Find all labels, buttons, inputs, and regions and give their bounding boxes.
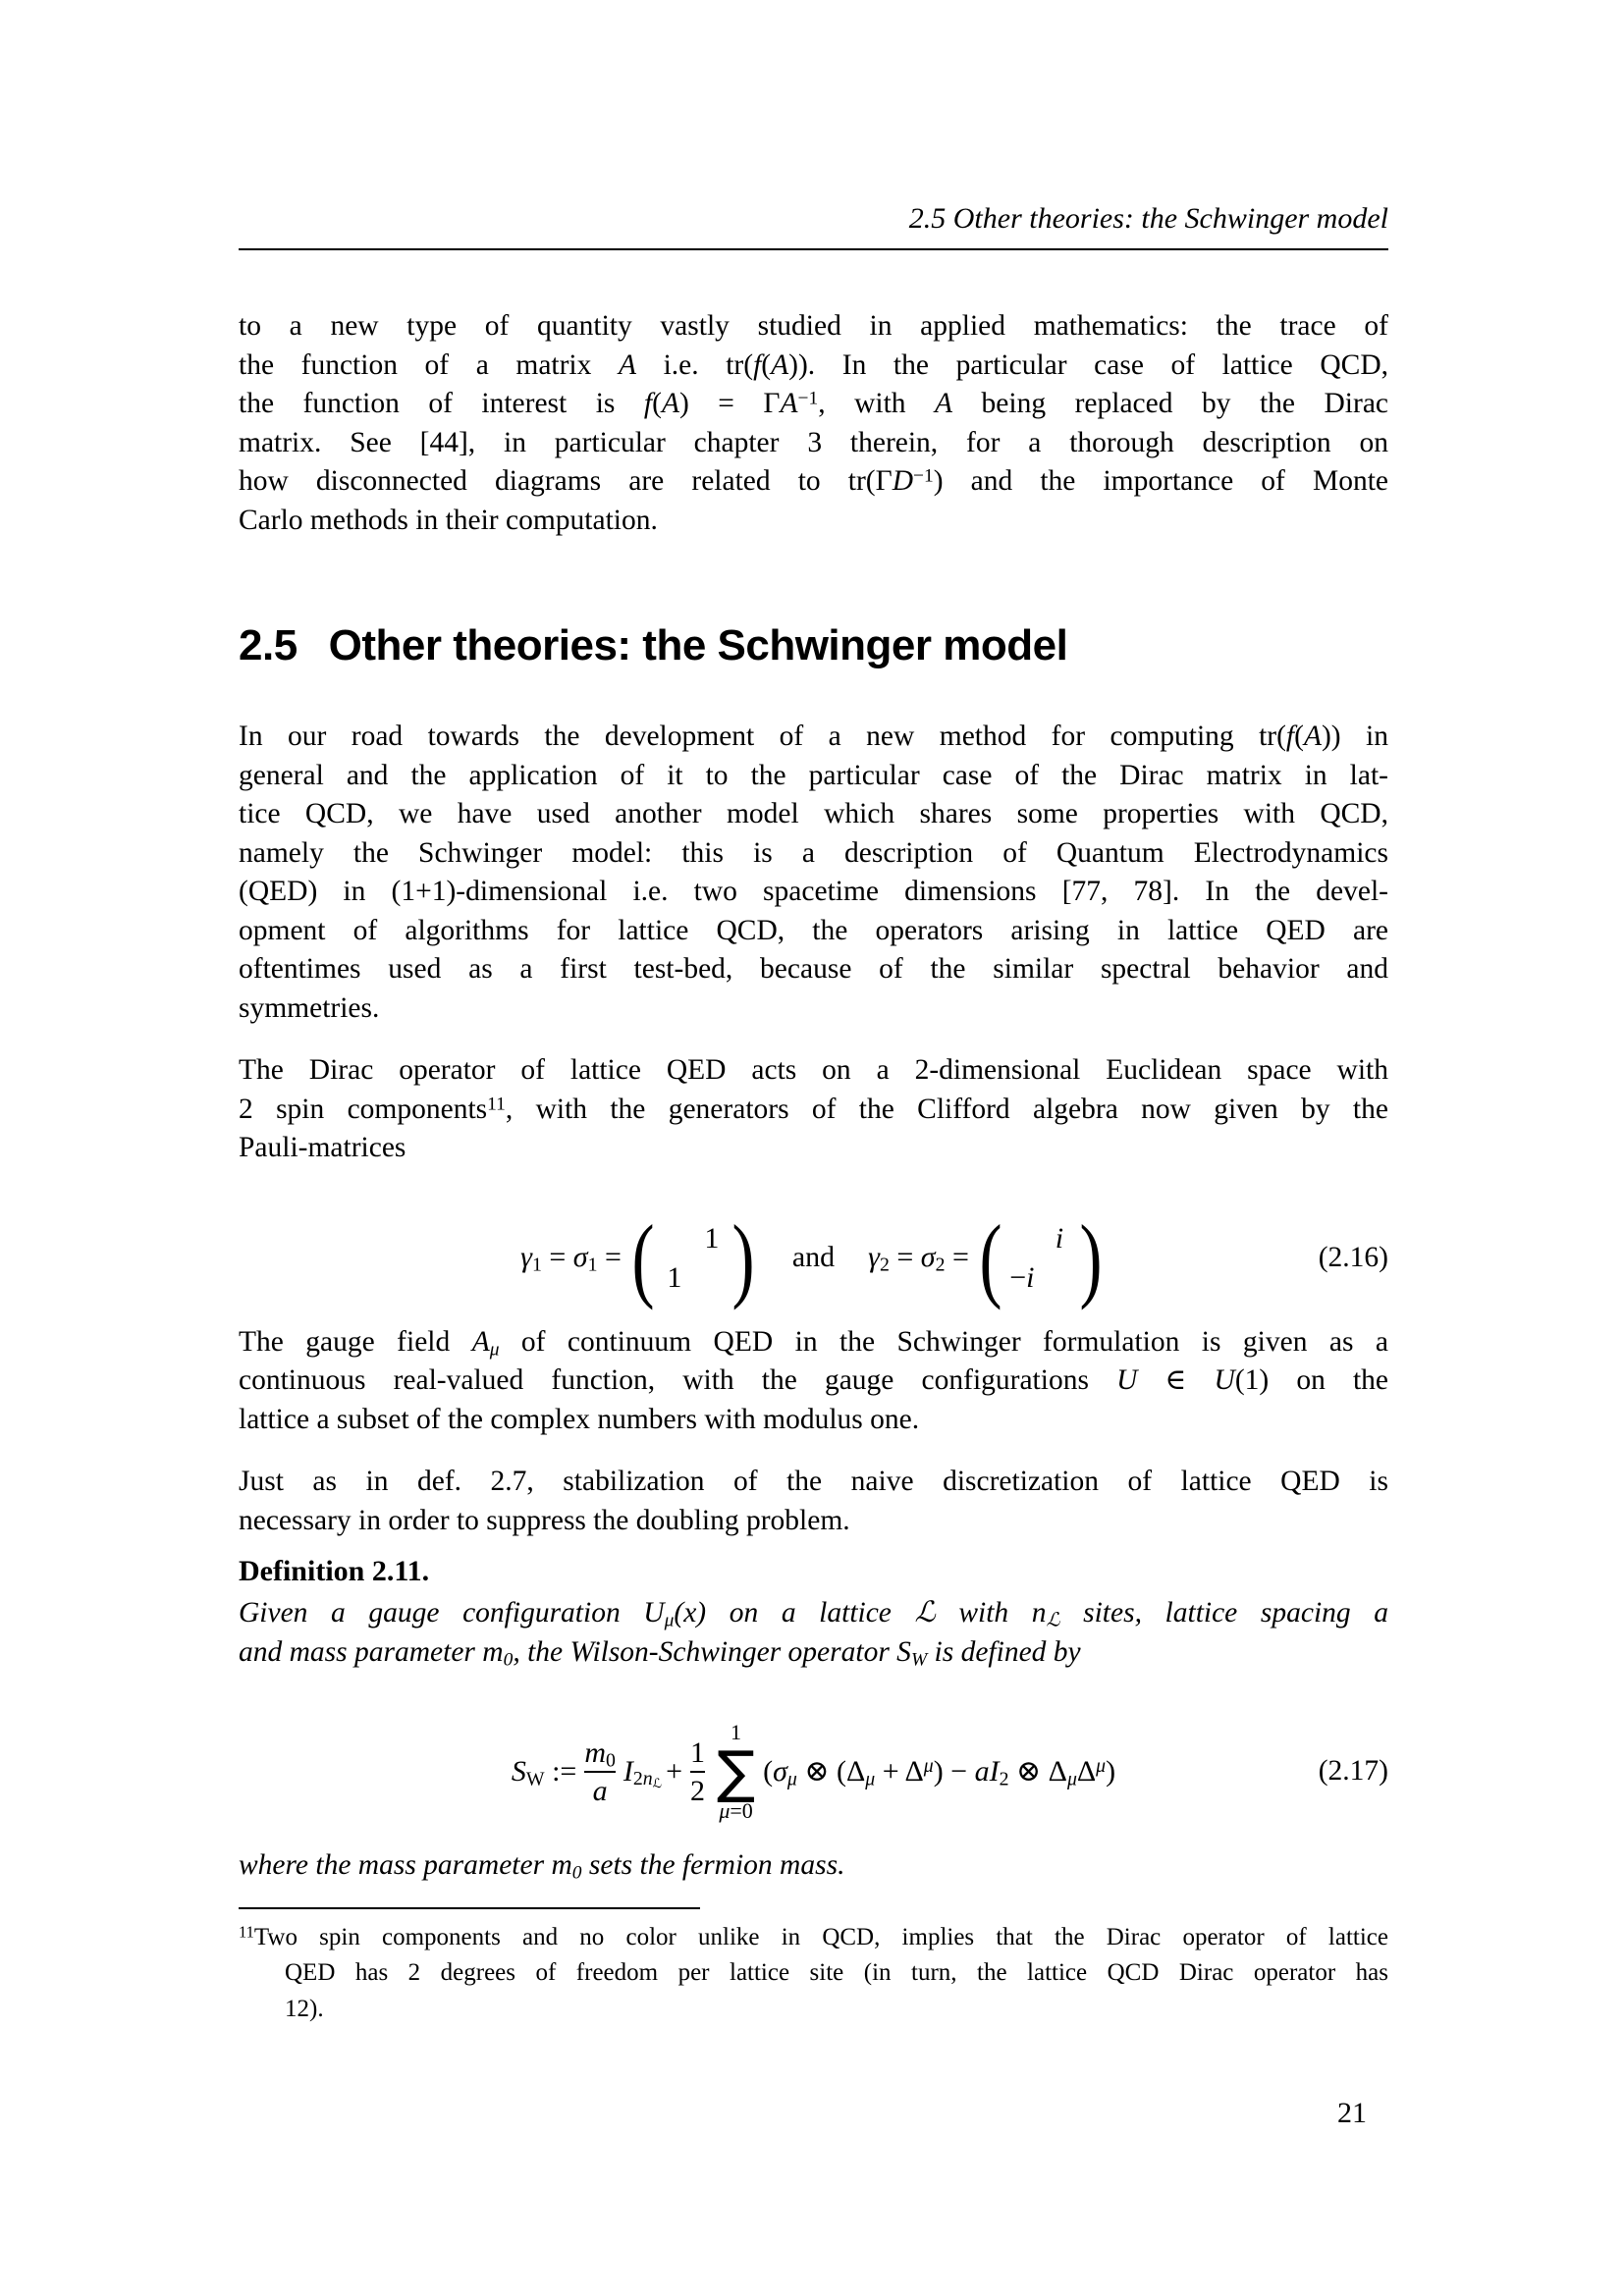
equation-2-17 <box>239 1711 1388 1833</box>
text-line: how disconnected diagrams are related to $tr(\Gamma D^{-1})$ and the importance of Monte <box>239 465 1388 497</box>
footnote-continuation <box>239 1955 1388 2027</box>
running-head-rule <box>239 248 1388 250</box>
matrix-cell <box>1008 1219 1036 1258</box>
matrix-sigma2 <box>975 1204 1107 1310</box>
text-line: lattice a subset of the complex numbers with modulus one. <box>239 1403 920 1435</box>
section-title: Other theories: the Schwinger model <box>328 621 1068 669</box>
text-line: to a new type of quantity vastly studied in applied mathematics: the trace of <box>239 310 1388 342</box>
text-line: The Dirac operator of lattice QED acts on a 2-dimensional Euclidean space with <box>239 1054 1388 1086</box>
section-heading <box>239 620 1388 671</box>
text-line: Given a gauge configuration $U_\mu(x)$ on a lattice ℒ with $n_ℒ$ sites, lattice spacing a <box>239 1597 1388 1631</box>
matrix-entries <box>1008 1219 1073 1298</box>
matrix-cell <box>698 1258 726 1298</box>
equation-lhs-gamma2: $\gamma_2 = \sigma_2$ = <box>868 1241 969 1276</box>
matrix-cell <box>661 1219 688 1258</box>
matrix-cell <box>1046 1258 1073 1298</box>
identity-sub-script: ℒ <box>652 1775 663 1790</box>
equation-connector: and <box>791 1241 836 1274</box>
footnote-rule <box>239 1907 700 1909</box>
text-line: namely the Schwinger model: this is a description of Quantum Electrodynamics <box>239 836 1388 869</box>
text-line: tice QCD, we have used another model which shares some properties with QCD, <box>239 798 1388 829</box>
equation-2-16 <box>239 1204 1388 1310</box>
fraction-m0-a <box>584 1737 616 1807</box>
text-line: and mass parameter $m_0$, the Wilson-Schwinger operator $S_W$ is defined by <box>239 1635 1081 1670</box>
left-paren: ( <box>979 1204 1002 1310</box>
definition-heading: Definition 2.11. <box>239 1555 430 1587</box>
page-number <box>239 2097 1388 2130</box>
identity-base: I <box>623 1754 633 1788</box>
matrix-cell: 1 <box>704 1221 720 1255</box>
paragraph-intro <box>239 307 1388 540</box>
identity-operator <box>623 1755 662 1789</box>
identity-sub-var: n <box>642 1768 653 1790</box>
text-line: the function of a matrix A i.e. tr(f(A)). In the particular case of lattice QCD, <box>239 348 1388 381</box>
paragraph-stabilization <box>239 1463 1388 1540</box>
text-line: In our road towards the development of a new method for computing tr(f(A)) in <box>239 721 1389 752</box>
equation-lhs-sw: $S_W$ := <box>511 1754 577 1790</box>
equation-number: (2.17) <box>1318 1755 1388 1788</box>
equation-2-17-content <box>510 1721 1117 1823</box>
matrix-entries <box>661 1219 726 1298</box>
paragraph-dirac-operator <box>239 1051 1388 1168</box>
equation-2-16-content <box>520 1204 1107 1310</box>
fraction-bar <box>584 1771 616 1773</box>
footnote-line: QED has 2 degrees of freedom per lattice site (in turn, the lattice QCD Dirac operator has <box>285 1959 1388 1986</box>
summation-lower-limit: μ=0 <box>719 1798 753 1823</box>
text-line: necessary in order to suppress the doubling problem. <box>239 1504 850 1536</box>
text-line: oftentimes used as a first test-bed, because of the similar spectral behavior and <box>239 953 1388 985</box>
text-line: opment of algorithms for lattice QCD, the operators arising in lattice QED are <box>239 914 1388 946</box>
text-line: matrix. See [44], in particular chapter 3 therein, for a thorough description on <box>239 426 1388 458</box>
equation-body: ($\sigma_\mu$ ⊗ $(\Delta_\mu + \Delta^\mu) - aI_2$ ⊗ $\Delta_\mu\Delta^\mu$) <box>763 1754 1116 1790</box>
footnote <box>239 1907 1388 2028</box>
right-paren: ) <box>1079 1204 1103 1310</box>
where-clause <box>239 1846 1388 1886</box>
text-line: continuous real-valued function, with the gauge configurations U ∈ U(1) on the <box>239 1364 1389 1396</box>
paragraph-road <box>239 718 1388 1028</box>
footnote-marker: 11 <box>239 1922 254 1942</box>
identity-sub-num: 2 <box>632 1768 643 1790</box>
footnote-line: 12). <box>285 1995 324 2022</box>
footnote-line <box>239 1920 1388 1956</box>
matrix-cell: 1 <box>667 1260 682 1294</box>
right-paren: ) <box>731 1204 755 1310</box>
fraction-numerator: $m_0$ <box>584 1735 616 1771</box>
left-paren: ( <box>631 1204 655 1310</box>
text-line: Pauli-matrices <box>239 1132 406 1163</box>
running-head: 2.5 Other theories: the Schwinger model <box>908 202 1388 235</box>
matrix-cell: i <box>1055 1221 1064 1255</box>
fraction-one-half <box>690 1737 705 1807</box>
equation-number: (2.16) <box>1318 1241 1388 1273</box>
fraction-bar <box>690 1771 705 1773</box>
definition-body <box>239 1594 1388 1672</box>
fraction-denominator: a <box>592 1775 608 1807</box>
matrix-sigma1 <box>627 1204 759 1310</box>
text-line: symmetries. <box>239 991 380 1024</box>
section-number: 2.5 <box>239 621 298 669</box>
text-line: general and the application of it to the particular case of the Dirac matrix in lat- <box>239 759 1388 791</box>
summation <box>717 1721 755 1823</box>
text-line: (QED) in (1+1)-dimensional i.e. two spacetime dimensions [77, 78]. In the devel- <box>239 876 1388 907</box>
text-line: the function of interest is $f(A) = \Gamma A^{-1}$, with A being replaced by the Dirac <box>239 388 1389 419</box>
paragraph-gauge-field <box>239 1323 1388 1440</box>
summation-upper-limit: 1 <box>731 1720 742 1744</box>
text-line: The gauge field $A_\mu$ of continuum QED in the Schwinger formulation is given as a <box>239 1325 1388 1360</box>
text-line: Just as in def. 2.7, stabilization of the naive discretization of lattice QED is <box>239 1466 1388 1497</box>
equation-lhs-gamma1: $\gamma_1 = \sigma_1$ = <box>520 1241 622 1276</box>
fraction-denominator: 2 <box>690 1775 705 1807</box>
text-line: Carlo methods in their computation. <box>239 504 658 536</box>
page-number-value: 21 <box>1337 2097 1367 2129</box>
matrix-cell: −i <box>1009 1260 1035 1294</box>
footnote-text: Two spin components and no color unlike in QCD, implies that the Dirac operator of lattice <box>253 1923 1388 1950</box>
text-column <box>239 0 1388 2027</box>
fraction-numerator: 1 <box>690 1735 705 1769</box>
text-line: where the mass parameter $m_0$ sets the fermion mass. <box>239 1849 845 1884</box>
summation-symbol: ∑ <box>717 1738 756 1805</box>
text-line: 2 spin components$^{11}$, with the generators of the Clifford algebra now given by the <box>239 1093 1388 1125</box>
plus-sign: + <box>666 1754 682 1788</box>
